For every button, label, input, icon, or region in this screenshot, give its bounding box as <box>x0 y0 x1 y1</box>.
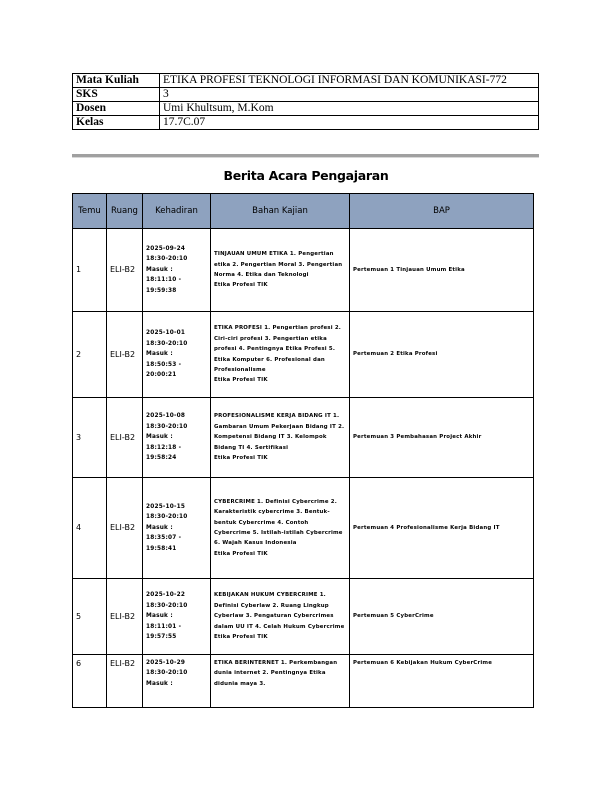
kehadiran-cell <box>143 312 211 398</box>
info-value: ETIKA PROFESI TEKNOLOGI INFORMASI DAN KOMUNIKASI-772 <box>160 74 539 88</box>
kehadiran-line: 18:35:07 - <box>146 535 182 542</box>
info-row <box>73 102 539 116</box>
kehadiran-cell <box>143 478 211 579</box>
bahan-kajian-cell: KEBIJAKAN HUKUM CYBERCRIME 1. Definisi Cyberlaw 2. Ruang Lingkup Cyberlaw 3. Pengaturan Cybercrimes dalam UU IT 4. Celah Hukum Cybercrime Etika Profesi TIK <box>211 579 350 655</box>
kehadiran-line: 18:50:53 - <box>146 361 182 368</box>
kehadiran-line: Masuk : <box>146 524 173 531</box>
kehadiran-line: 19:58:24 <box>146 455 177 462</box>
bap-cell: Pertemuan 4 Profesionalisme Kerja Bidang IT <box>350 478 534 579</box>
info-label: Kelas <box>73 116 160 130</box>
header-kehadiran: Kehadiran <box>143 194 211 229</box>
kehadiran-line: 20:00:21 <box>146 372 177 379</box>
kehadiran-line: 18:11:01 - <box>146 623 182 630</box>
bap-cell: Pertemuan 5 CyberCrime <box>350 579 534 655</box>
page-title: Berita Acara Pengajaran <box>223 168 389 183</box>
course-info-table <box>72 73 539 130</box>
info-label: SKS <box>73 88 160 102</box>
info-label: Mata Kuliah <box>73 74 160 88</box>
kehadiran-line: 19:59:38 <box>146 287 177 294</box>
bap-cell: Pertemuan 2 Etika Profesi <box>350 312 534 398</box>
bahan-kajian-cell: CYBERCRIME 1. Definisi Cybercrime 2. Karakteristik cybercrime 3. Bentuk-bentuk Cybercrime 4. Contoh Cybercrime 5. Istilah-istilah Cybercrime 6. Wajah Kasus Indonesia Etika Profesi TIK <box>211 478 350 579</box>
ruang-cell: ELI-B2 <box>107 655 143 708</box>
kehadiran-line: 18:12:18 - <box>146 444 182 451</box>
temu-cell: 1 <box>73 229 107 312</box>
ruang-cell: ELI-B2 <box>107 312 143 398</box>
bap-cell: Pertemuan 3 Pembahasan Project Akhir <box>350 398 534 478</box>
info-value: Umi Khultsum, M.Kom <box>160 102 539 116</box>
kehadiran-line: 18:30-20:10 <box>146 256 188 263</box>
table-header-row <box>73 194 534 229</box>
table-row <box>73 478 534 579</box>
table-row <box>73 229 534 312</box>
info-label: Dosen <box>73 102 160 116</box>
kehadiran-cell <box>143 655 211 708</box>
bahan-kajian-cell: ETIKA BERINTERNET 1. Perkembangan dunia internet 2. Pentingnya Etika didunia maya 3. <box>211 655 350 708</box>
temu-cell: 5 <box>73 579 107 655</box>
ruang-cell: ELI-B2 <box>107 478 143 579</box>
kehadiran-line: 18:30-20:10 <box>146 340 188 347</box>
kehadiran-line: 2025-10-01 <box>146 330 186 337</box>
kehadiran-line: Masuk : <box>146 434 173 441</box>
ruang-cell: ELI-B2 <box>107 398 143 478</box>
bap-cell: Pertemuan 1 Tinjauan Umum Etika <box>350 229 534 312</box>
header-temu: Temu <box>73 194 107 229</box>
kehadiran-line: Masuk : <box>146 266 173 273</box>
kehadiran-line: 18:30-20:10 <box>146 423 188 430</box>
ruang-cell: ELI-B2 <box>107 229 143 312</box>
header-ruang: Ruang <box>107 194 143 229</box>
bap-cell: Pertemuan 6 Kebijakan Hukum CyberCrime <box>350 655 534 708</box>
kehadiran-line: 18:11:10 - <box>146 277 182 284</box>
kehadiran-cell <box>143 579 211 655</box>
header-bahan-kajian: Bahan Kajian <box>211 194 350 229</box>
kehadiran-line: Masuk : <box>146 613 173 620</box>
bap-table <box>72 193 534 708</box>
kehadiran-line: 2025-10-08 <box>146 413 186 420</box>
temu-cell: 4 <box>73 478 107 579</box>
temu-cell: 6 <box>73 655 107 708</box>
header-bap: BAP <box>350 194 534 229</box>
ruang-cell: ELI-B2 <box>107 579 143 655</box>
bahan-kajian-cell: ETIKA PROFESI 1. Pengertian profesi 2. Ciri-ciri profesi 3. Pengertian etika profesi 4. Pentingnya Etika Profesi 5. Etika Komputer 6. Profesional dan Profesionalisme Etika Profesi TIK <box>211 312 350 398</box>
kehadiran-line: 18:30-20:10 <box>146 670 188 677</box>
separator-line <box>72 154 539 158</box>
temu-cell: 2 <box>73 312 107 398</box>
kehadiran-cell <box>143 398 211 478</box>
kehadiran-line: 2025-10-22 <box>146 592 186 599</box>
info-row <box>73 116 539 130</box>
kehadiran-line: 19:57:55 <box>146 634 177 641</box>
kehadiran-line: Masuk : <box>146 351 173 358</box>
kehadiran-line: 2025-10-15 <box>146 503 186 510</box>
kehadiran-line: 18:30-20:10 <box>146 514 188 521</box>
bahan-kajian-cell: TINJAUAN UMUM ETIKA 1. Pengertian etika 2. Pengertian Moral 3. Pengertian Norma 4. Etika dan Teknologi Etika Profesi TIK <box>211 229 350 312</box>
table-row <box>73 312 534 398</box>
kehadiran-line: Masuk : <box>146 680 173 687</box>
table-row <box>73 655 534 708</box>
kehadiran-line: 19:58:41 <box>146 545 177 552</box>
info-value: 17.7C.07 <box>160 116 539 130</box>
kehadiran-line: 2025-09-24 <box>146 245 186 252</box>
info-value: 3 <box>160 88 539 102</box>
kehadiran-cell <box>143 229 211 312</box>
table-row <box>73 398 534 478</box>
kehadiran-line: 18:30-20:10 <box>146 602 188 609</box>
kehadiran-line: 2025-10-29 <box>146 660 186 666</box>
table-row <box>73 579 534 655</box>
info-row <box>73 88 539 102</box>
bahan-kajian-cell: PROFESIONALISME KERJA BIDANG IT 1. Gambaran Umum Pekerjaan Bidang IT 2. Kompetensi Bidang IT 3. Kelompok Bidang TI 4. Sertifikasi Etika Profesi TIK <box>211 398 350 478</box>
temu-cell: 3 <box>73 398 107 478</box>
info-row <box>73 74 539 88</box>
